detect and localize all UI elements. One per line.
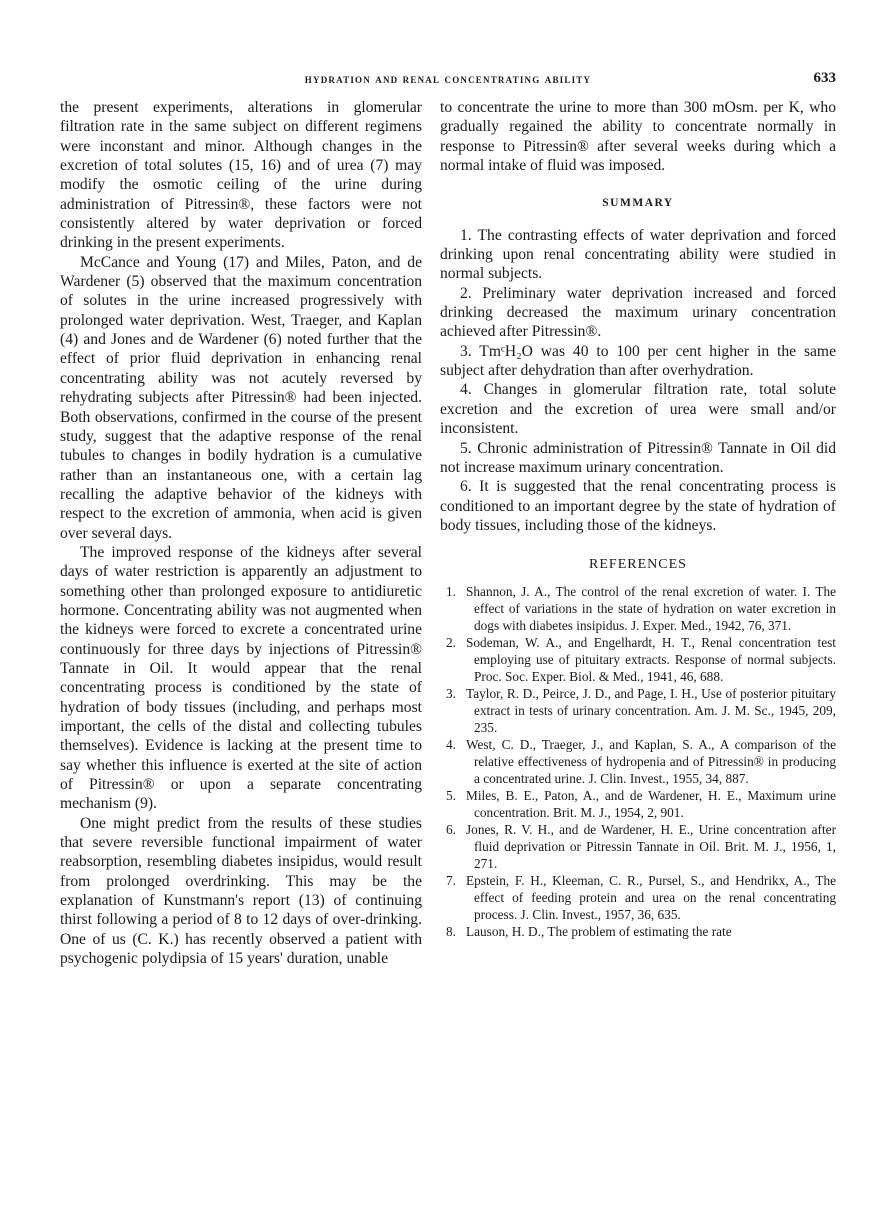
running-title: hydration and renal concentrating ability xyxy=(304,72,592,86)
reference-text: Taylor, R. D., Peirce, J. D., and Page, I. H., Use of posterior pituitary extract in tests of urinary concentration. Am. J. M. Sc., 1945, 209, 235. xyxy=(466,685,836,735)
reference-item xyxy=(446,685,836,736)
references-list xyxy=(440,583,836,940)
reference-number: 7. xyxy=(446,872,456,888)
references-heading: REFERENCES xyxy=(589,557,687,573)
summary-item: 5. Chronic administration of Pitressin® Tannate in Oil did not increase maximum urinary concentration. xyxy=(440,439,836,476)
summary-item: 6. It is suggested that the renal concentrating process is conditioned to an important degree by the state of hydration of body tissues, including those of the kidneys. xyxy=(440,478,836,534)
reference-text: West, C. D., Traeger, J., and Kaplan, S. A., A comparison of the relative effectiveness of hydropenia and of Pitressin® in producing a concentrated urine. J. Clin. Invest., 1955, 34, 887. xyxy=(466,736,836,786)
paragraph: to concentrate the urine to more than 300 mOsm. per K, who gradually regained the ability to concentrate normally in response to Pitressin® after several weeks during which a normal intake of fluid was imposed. xyxy=(440,99,836,175)
reference-item xyxy=(446,736,836,787)
paragraph: the present experiments, alterations in glomerular filtration rate in the same subject on different regimens were inconstant and minor. Although changes in the excretion of total solutes (15, 16) and of urea (7) may modify the osmotic ceiling of the urine during administration of Pitressin®, these factors were not consistently altered by water deprivation or forced drinking in the present experiments. xyxy=(60,99,422,252)
paragraph: One might predict from the results of these studies that severe reversible functional impairment of water reabsorption, resembling diabetes insipidus, would result from prolonged overdrinking. This may be the explanation of Kunstmann's report (13) of continuing thirst following a period of 8 to 12 days of over-drinking. One of us (C. K.) has recently observed a patient with psychogenic polydipsia of 15 years' duration, unable xyxy=(60,814,422,968)
summary-item: 2. Preliminary water deprivation increased and forced drinking decreased the maximum urinary concentration achieved after Pitressin®. xyxy=(440,284,836,341)
page-header xyxy=(60,72,836,92)
reference-text: Jones, R. V. H., and de Wardener, H. E., Urine concentration after fluid deprivation or Pitressin Tannate in Oil. Brit. M. J., 1956, 1, 271. xyxy=(466,821,836,871)
page-number: 633 xyxy=(813,70,836,86)
reference-text: Epstein, F. H., Kleeman, C. R., Pursel, S., and Hendrikx, A., The effect of feeding protein and urea on the renal concentrating process. J. Clin. Invest., 1957, 36, 635. xyxy=(466,872,836,922)
reference-item xyxy=(446,634,836,685)
reference-item xyxy=(446,872,836,923)
left-column xyxy=(60,98,422,968)
reference-number: 1. xyxy=(446,583,456,599)
summary-heading: SUMMARY xyxy=(602,197,674,210)
summary-item: 3. TmᶜH₂O was 40 to 100 per cent higher in the same subject after dehydration than after overhydration. xyxy=(440,342,836,380)
reference-text: Lauson, H. D., The problem of estimating the rate xyxy=(466,923,732,939)
reference-item xyxy=(446,923,836,940)
reference-item xyxy=(446,583,836,634)
reference-number: 6. xyxy=(446,821,456,837)
reference-text: Miles, B. E., Paton, A., and de Wardener, H. E., Maximum urine concentration. Brit. M. J., 1954, 2, 901. xyxy=(466,787,836,820)
reference-number: 4. xyxy=(446,736,456,752)
reference-number: 5. xyxy=(446,787,456,803)
reference-item xyxy=(446,787,836,821)
paragraph: McCance and Young (17) and Miles, Paton, and de Wardener (5) observed that the maximum concentration of solutes in the urine increased progressively with prolonged water deprivation. West, Traeger, and Kaplan (4) and Jones and de Wardener (6) noted further that the effect of prior fluid deprivation in enhancing renal concentrating ability was not acutely reversed by rehydrating subjects after Pitressin® had been injected. Both observations, confirmed in the course of the present study, suggest that the adaptive response of the renal tubules to changes in bodily hydration is a cumulative rather than an instantaneous one, with a certain lag recalling the adaptive behavior of the kidneys with respect to the excretion of ammonia, when acid is given over several days. xyxy=(60,253,422,542)
summary-item: 4. Changes in glomerular filtration rate, total solute excretion and the excretion of urea were small and/or inconsistent. xyxy=(440,381,836,438)
reference-number: 8. xyxy=(446,923,456,939)
reference-number: 2. xyxy=(446,634,456,650)
paragraph: The improved response of the kidneys after several days of water restriction is apparently an adjustment to something other than prolonged exposure to antidiuretic hormone. Concentrating ability was not augmented when the kidneys were forced to excrete a concentrated urine continuously for three days by injections of Pitressin® Tannate in Oil. It would appear that the renal concentrating process is conditioned by the state of hydration of body tissues (including, and perhaps most important, the cells of the distal and collecting tubules themselves). Evidence is lacking at the present time to say whether this influence is exerted at the site of action of Pitressin® or upon a separate concentrating mechanism (9). xyxy=(60,543,422,813)
reference-item xyxy=(446,821,836,872)
reference-number: 3. xyxy=(446,685,456,701)
reference-text: Sodeman, W. A., and Engelhardt, H. T., Renal concentration test employing use of pituitary extracts. Response of normal subjects. Proc. Soc. Exper. Biol. & Med., 1941, 46, 688. xyxy=(466,634,836,684)
summary-item: 1. The contrasting effects of water deprivation and forced drinking upon renal concentrating ability were studied in normal subjects. xyxy=(440,226,836,283)
right-column xyxy=(440,98,836,940)
reference-text: Shannon, J. A., The control of the renal excretion of water. I. The effect of variations in the state of hydration on water excretion in dogs with diabetes insipidus. J. Exper. Med., 1942, 76, 371. xyxy=(466,583,836,633)
